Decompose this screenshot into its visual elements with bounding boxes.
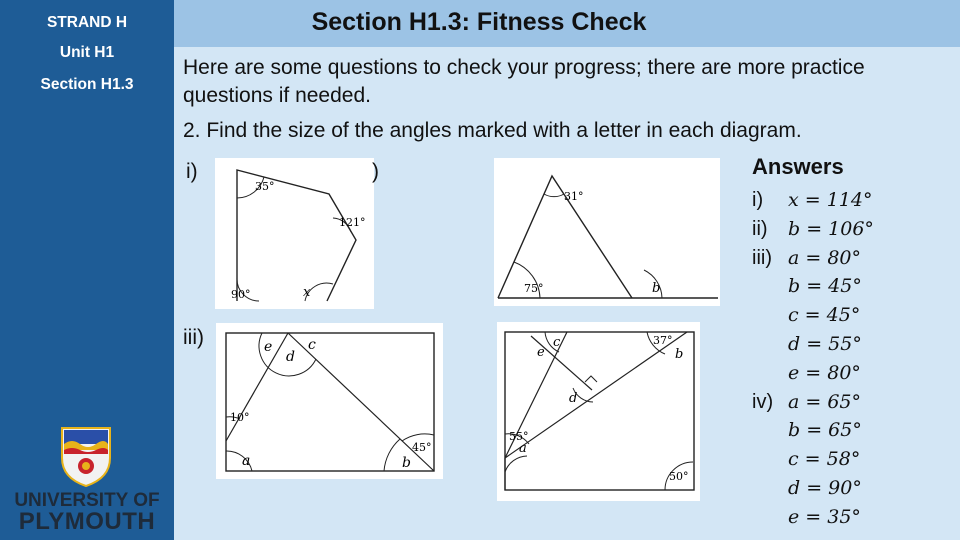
answer-expression: b = 65° xyxy=(788,419,862,442)
answer-label: iii) xyxy=(752,246,772,269)
diagram-iii-angle-45: 45° xyxy=(412,441,432,454)
diagram-i-angle-121: 121° xyxy=(339,216,366,229)
answer-expression: d = 55° xyxy=(788,333,862,355)
diagram-iii-angle-d: d xyxy=(286,349,295,365)
diagram-iii-angle-a: a xyxy=(242,453,251,469)
diagram-iii-angle-c: c xyxy=(308,337,316,353)
diagram-iv-angle-a: a xyxy=(519,441,527,456)
section-label: Section H1.3 xyxy=(40,76,134,93)
diagram-ii-angle-b: b xyxy=(652,281,661,296)
diagram-i-angle-35: 35° xyxy=(255,180,275,193)
answer-expression: c = 58° xyxy=(788,448,861,471)
diagram-label-ii: ) xyxy=(372,160,379,183)
diagram-iii-angle-b: b xyxy=(402,455,411,471)
answer-expression: d = 90° xyxy=(788,477,862,499)
question-text: 2. Find the size of the angles marked with a letter in each diagram. xyxy=(183,119,802,142)
answer-expression: e = 80° xyxy=(788,361,861,384)
answer-expression: b = 45° xyxy=(788,275,862,298)
diagram-iv-angle-50: 50° xyxy=(669,470,689,483)
answer-expression: a = 65° xyxy=(788,390,862,413)
answer-expression: a = 80° xyxy=(788,246,862,269)
diagram-iv-angle-e: e xyxy=(537,345,545,360)
diagram-iii-angle-e: e xyxy=(264,339,273,355)
intro-text: Here are some questions to check your progress; there are more practice questions if needed. xyxy=(183,56,865,107)
strand-label: STRAND H xyxy=(46,14,128,31)
diagram-iii-angle-10: 10° xyxy=(230,411,250,424)
answer-expression: x = 114° xyxy=(788,189,873,211)
answer-label: ii) xyxy=(752,217,768,240)
diagram-iv-angle-b: b xyxy=(675,347,684,362)
diagram-i-angle-90: 90° xyxy=(231,288,251,301)
diagram-iv xyxy=(497,322,700,501)
logo-text-plymouth: PLYMOUTH xyxy=(18,508,156,535)
answer-expression: b = 106° xyxy=(788,217,874,240)
page-title: Section H1.3: Fitness Check xyxy=(311,8,647,36)
answer-expression: e = 35° xyxy=(788,505,861,528)
answers-title: Answers xyxy=(752,154,844,179)
logo-text-university: UNIVERSITY OF xyxy=(14,490,160,511)
answer-expression: c = 45° xyxy=(788,304,861,327)
diagram-ii xyxy=(494,158,720,306)
diagram-label-i: i) xyxy=(186,160,198,183)
answer-label: i) xyxy=(752,189,764,211)
diagram-i-angle-x: x xyxy=(303,285,311,300)
diagram-iv-angle-d: d xyxy=(569,391,578,406)
diagram-iv-angle-55: 55° xyxy=(509,430,529,443)
diagram-ii-angle-31: 31° xyxy=(564,190,584,203)
diagram-iii xyxy=(216,323,443,479)
diagram-ii-angle-75: 75° xyxy=(524,282,544,295)
unit-label: Unit H1 xyxy=(59,44,115,61)
university-crest-icon xyxy=(58,424,114,488)
answer-label: iv) xyxy=(752,390,774,413)
diagram-label-iii: iii) xyxy=(183,326,204,349)
diagram-i xyxy=(215,158,374,309)
diagram-iv-angle-c: c xyxy=(553,335,561,350)
diagram-iv-angle-37: 37° xyxy=(653,334,673,347)
